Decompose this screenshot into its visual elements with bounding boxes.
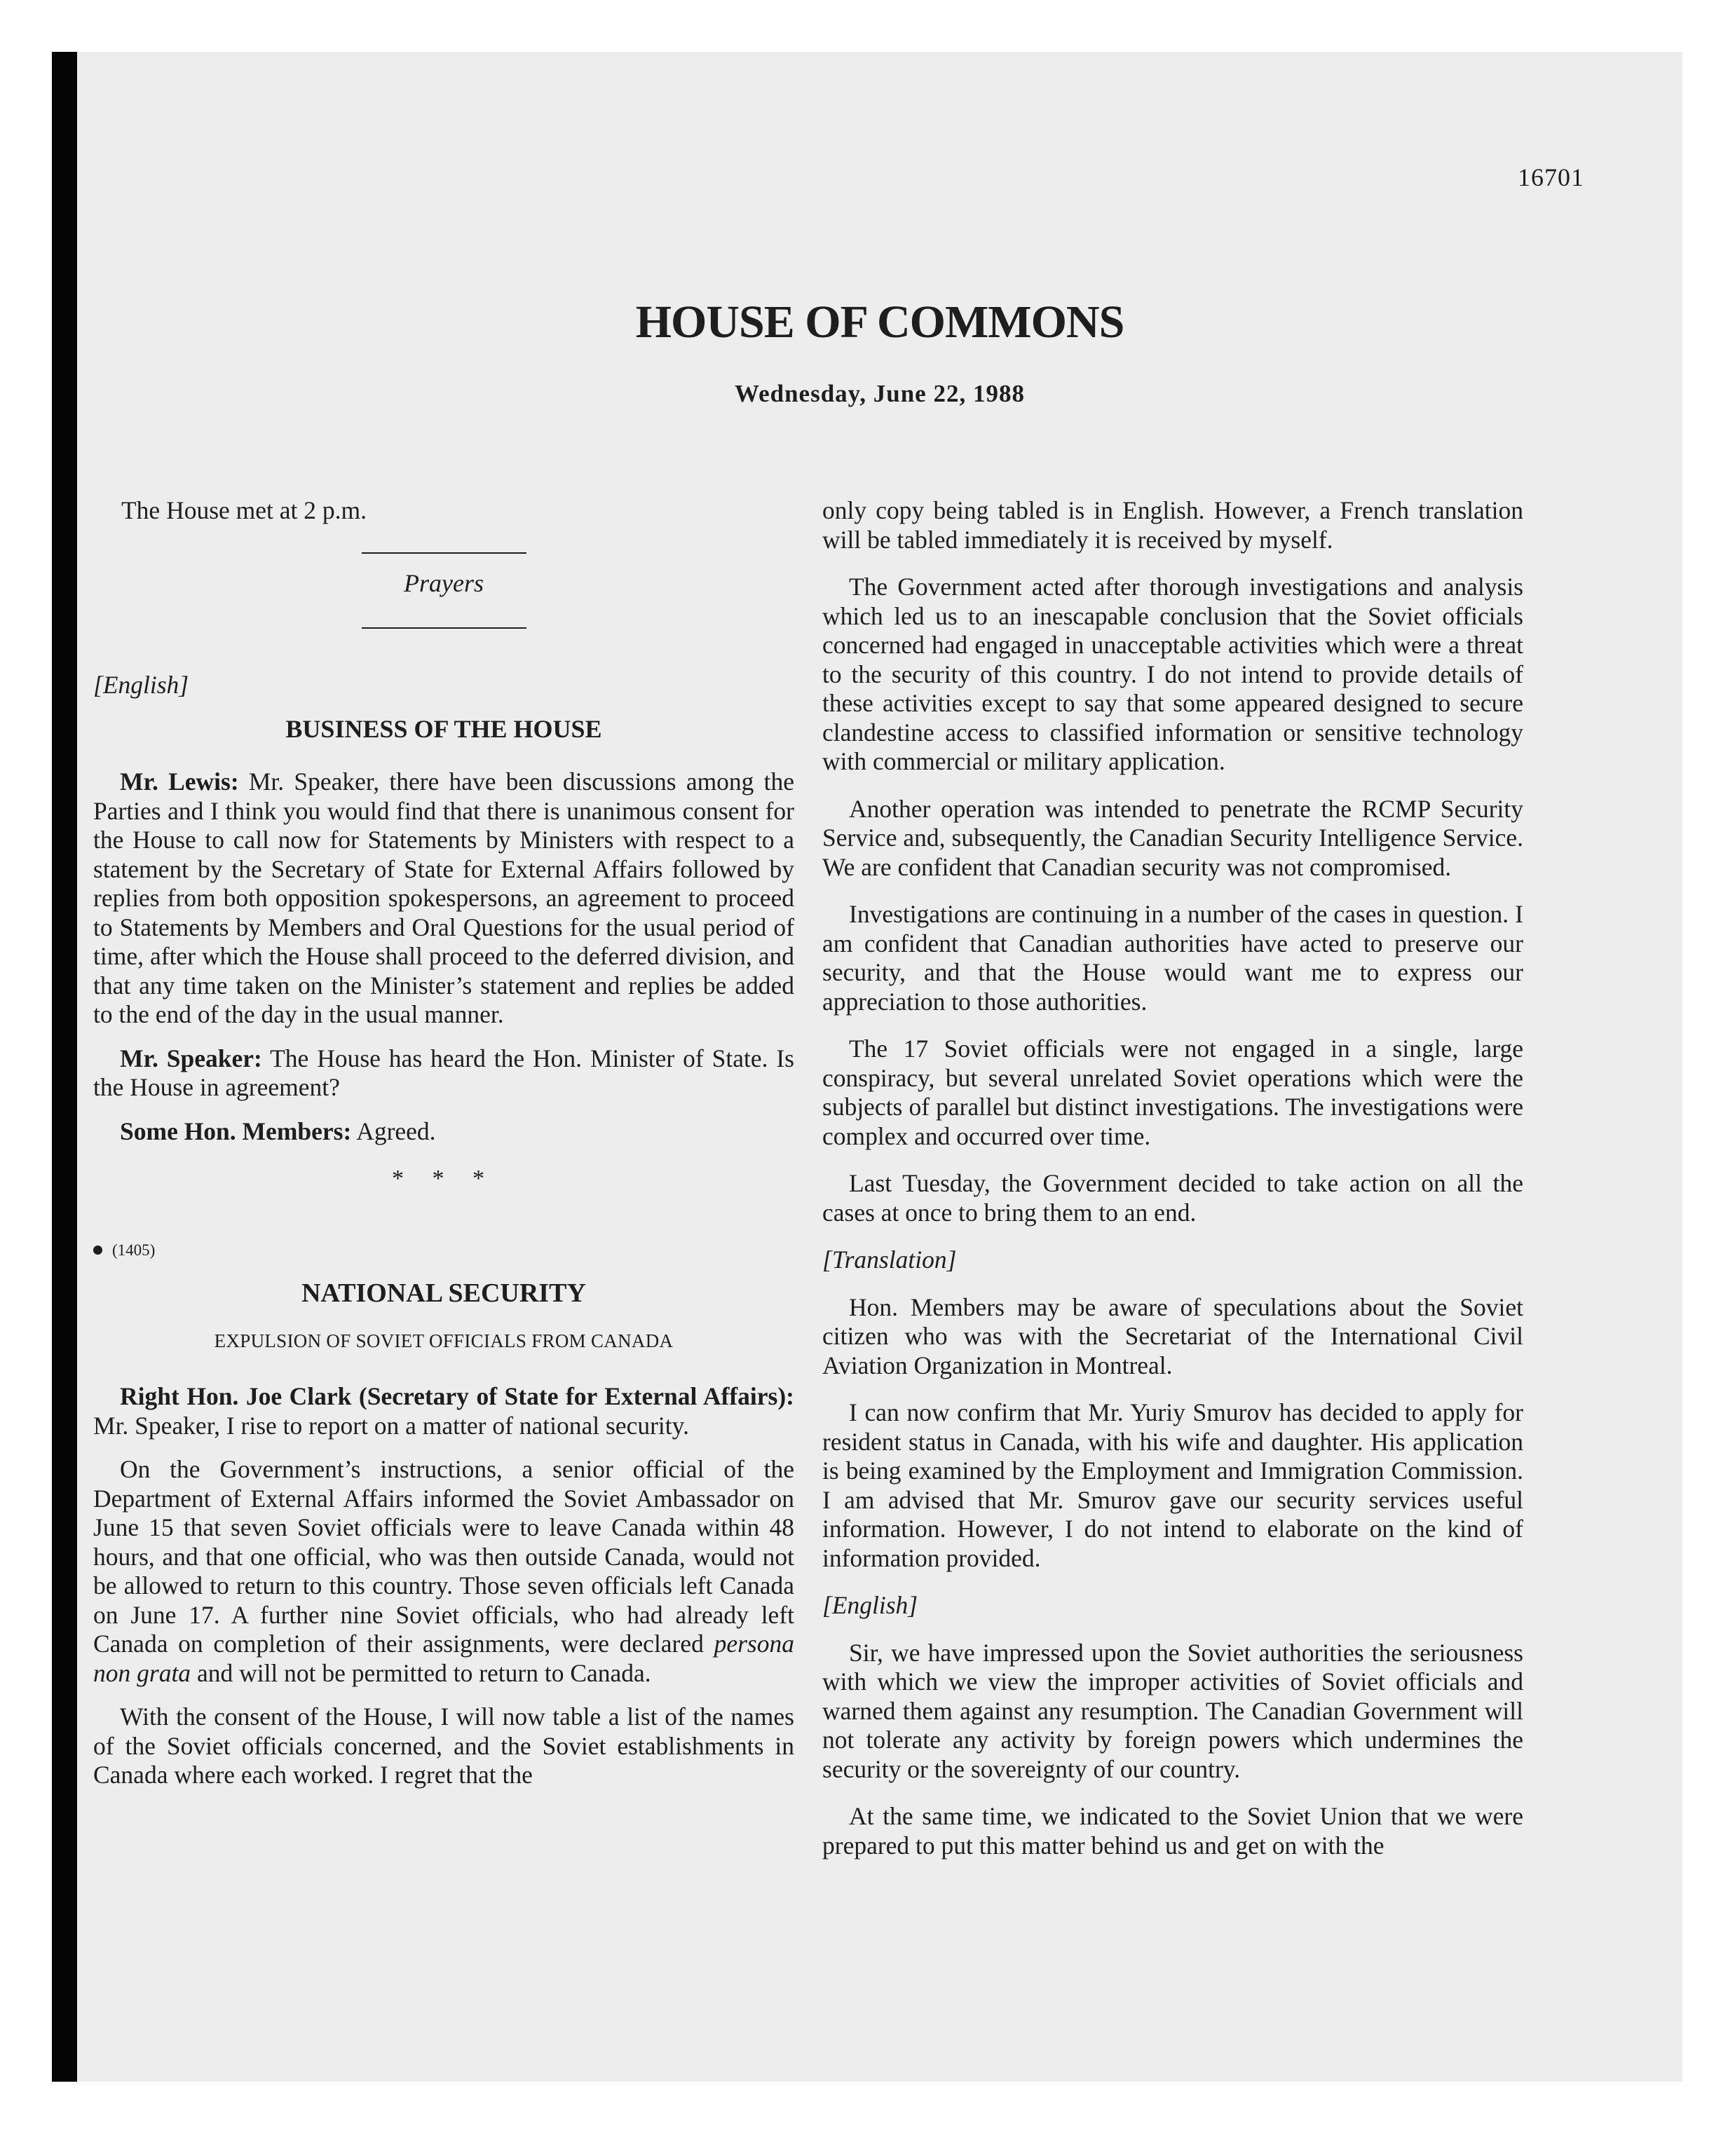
lewis-paragraph	[93, 767, 794, 1030]
prayers-label: Prayers	[404, 568, 484, 597]
timestamp-text: (1405)	[112, 1241, 156, 1259]
paragraph-text: Mr. Speaker, there have been discussions among the Parties and I think you would find that there is unanimous consent for the House to call now for Statements by Ministers with respect to a statement by the Secretary of State for External Affairs followed by replies from both opposition spokespersons, an agreement to proceed to Statements by Members and Oral Questions for the usual period of time, after which the House shall proceed to the deferred division, and that any time taken on the Minister’s statement and replies be added to the end of the day in the usual manner.	[93, 767, 794, 1028]
speaker-name: Mr. Lewis:	[120, 767, 239, 796]
italic-phrase: persona non grata	[93, 1630, 794, 1687]
section-heading-business: BUSINESS OF THE HOUSE	[285, 714, 602, 743]
section-separator: * * *	[392, 1166, 496, 1192]
operation-paragraph: Another operation was intended to penetrate the RCMP Security Service and, subsequently, the Canadian Security Intelligence Service. We are confident that Canadian security was not compromised.	[822, 794, 1523, 881]
paragraph-text: and will not be permitted to return to Canada.	[191, 1658, 651, 1687]
speaker-name: Some Hon. Members:	[120, 1117, 352, 1145]
instructions-paragraph	[93, 1455, 794, 1688]
speaker-name: Right Hon. Joe Clark (Secretary of State for External Affairs):	[120, 1382, 794, 1410]
paragraph-text: Agreed.	[351, 1117, 436, 1145]
copy-paragraph: only copy being tabled is in English. However, a French translation will be tabled immediately it is received by myself.	[822, 496, 1523, 554]
divider-rule	[362, 627, 526, 629]
timestamp-marker	[93, 1236, 794, 1265]
seventeen-officials-paragraph: The 17 Soviet officials were not engaged in a single, large conspiracy, but several unrelated Soviet operations which were the subjects of parallel but distinct investigations. The investigations were complex and occurred over time.	[822, 1035, 1523, 1150]
tuesday-paragraph: Last Tuesday, the Government decided to take action on all the cases at once to bring them to an end.	[822, 1169, 1523, 1227]
paragraph-text: Mr. Speaker, I rise to report on a matter of national security.	[93, 1411, 689, 1440]
investigations-paragraph: Investigations are continuing in a number of the cases in question. I am confident that Canadian authorities have acted to preserve our security, and that the House would want me to express our appreciation to those authorities.	[822, 900, 1523, 1016]
language-tag: [English]	[93, 671, 189, 699]
bullet-icon	[93, 1246, 102, 1255]
consent-paragraph: With the consent of the House, I will now table a list of the names of the Soviet officials concerned, and the Soviet establishments in Canada where each worked. I regret that the	[93, 1703, 794, 1789]
right-column	[822, 496, 1523, 1878]
paragraph-text: On the Government’s instructions, a senior official of the Department of External Affairs informed the Soviet Ambassador on June 15 that seven Soviet officials were to leave Canada within 48 hours, and that one official, who was then outside Canada, would not be allowed to return to this country. Those seven officials left Canada on June 17. A further nine Soviet officials, who had already left Canada on completion of their assignments, were declared	[93, 1455, 794, 1658]
opening-line: The House met at 2 p.m.	[121, 496, 367, 524]
clark-paragraph	[93, 1382, 794, 1440]
sir-paragraph: Sir, we have impressed upon the Soviet authorities the seriousness with which we view the improper activities of Soviet officials and warned them against any resumption. The Canadian Government will not tolerate any activity by foreign powers which undermines the security or the sovereignty of our country.	[822, 1638, 1523, 1783]
sitting-date: Wednesday, June 22, 1988	[735, 380, 1025, 407]
section-heading-security: NATIONAL SECURITY	[301, 1278, 586, 1308]
government-paragraph: The Government acted after thorough investigations and analysis which led us to an inescapable conclusion that the Soviet officials concerned had engaged in unacceptable activities which were a threat to the security of this country. I do not intend to provide details of these activities except to say that some appeared designed to secure clandestine access to classified information or sensitive technology with commercial or military application.	[822, 573, 1523, 775]
speaker-paragraph	[93, 1044, 794, 1103]
speaker-name: Mr. Speaker:	[120, 1044, 262, 1072]
left-column	[93, 496, 794, 1805]
paragraph-text: The House has heard the Hon. Minister of State. Is the House in agreement?	[93, 1044, 794, 1101]
speculations-paragraph: Hon. Members may be aware of speculations about the Soviet citizen who was with the Secretariat of the International Civil Aviation Organization in Montreal.	[822, 1292, 1523, 1379]
scan-edge	[52, 52, 77, 2082]
smurov-paragraph: I can now confirm that Mr. Yuriy Smurov has decided to apply for resident status in Canada, with his wife and daughter. His application is being examined by the Employment and Immigration Commission. I am advised that Mr. Smurov gave our security services useful information. However, I do not intend to elaborate on the kind of information provided.	[822, 1398, 1523, 1572]
language-tag: [Translation]	[822, 1246, 957, 1274]
members-paragraph	[93, 1117, 794, 1147]
page-number: 16701	[1518, 163, 1584, 191]
divider-rule	[362, 552, 526, 554]
section-subheading: EXPULSION OF SOVIET OFFICIALS FROM CANADA	[214, 1330, 674, 1351]
same-time-paragraph: At the same time, we indicated to the Soviet Union that we were prepared to put this matter behind us and get on with the	[822, 1802, 1523, 1860]
page-title: HOUSE OF COMMONS	[635, 296, 1124, 348]
language-tag: [English]	[822, 1591, 918, 1619]
